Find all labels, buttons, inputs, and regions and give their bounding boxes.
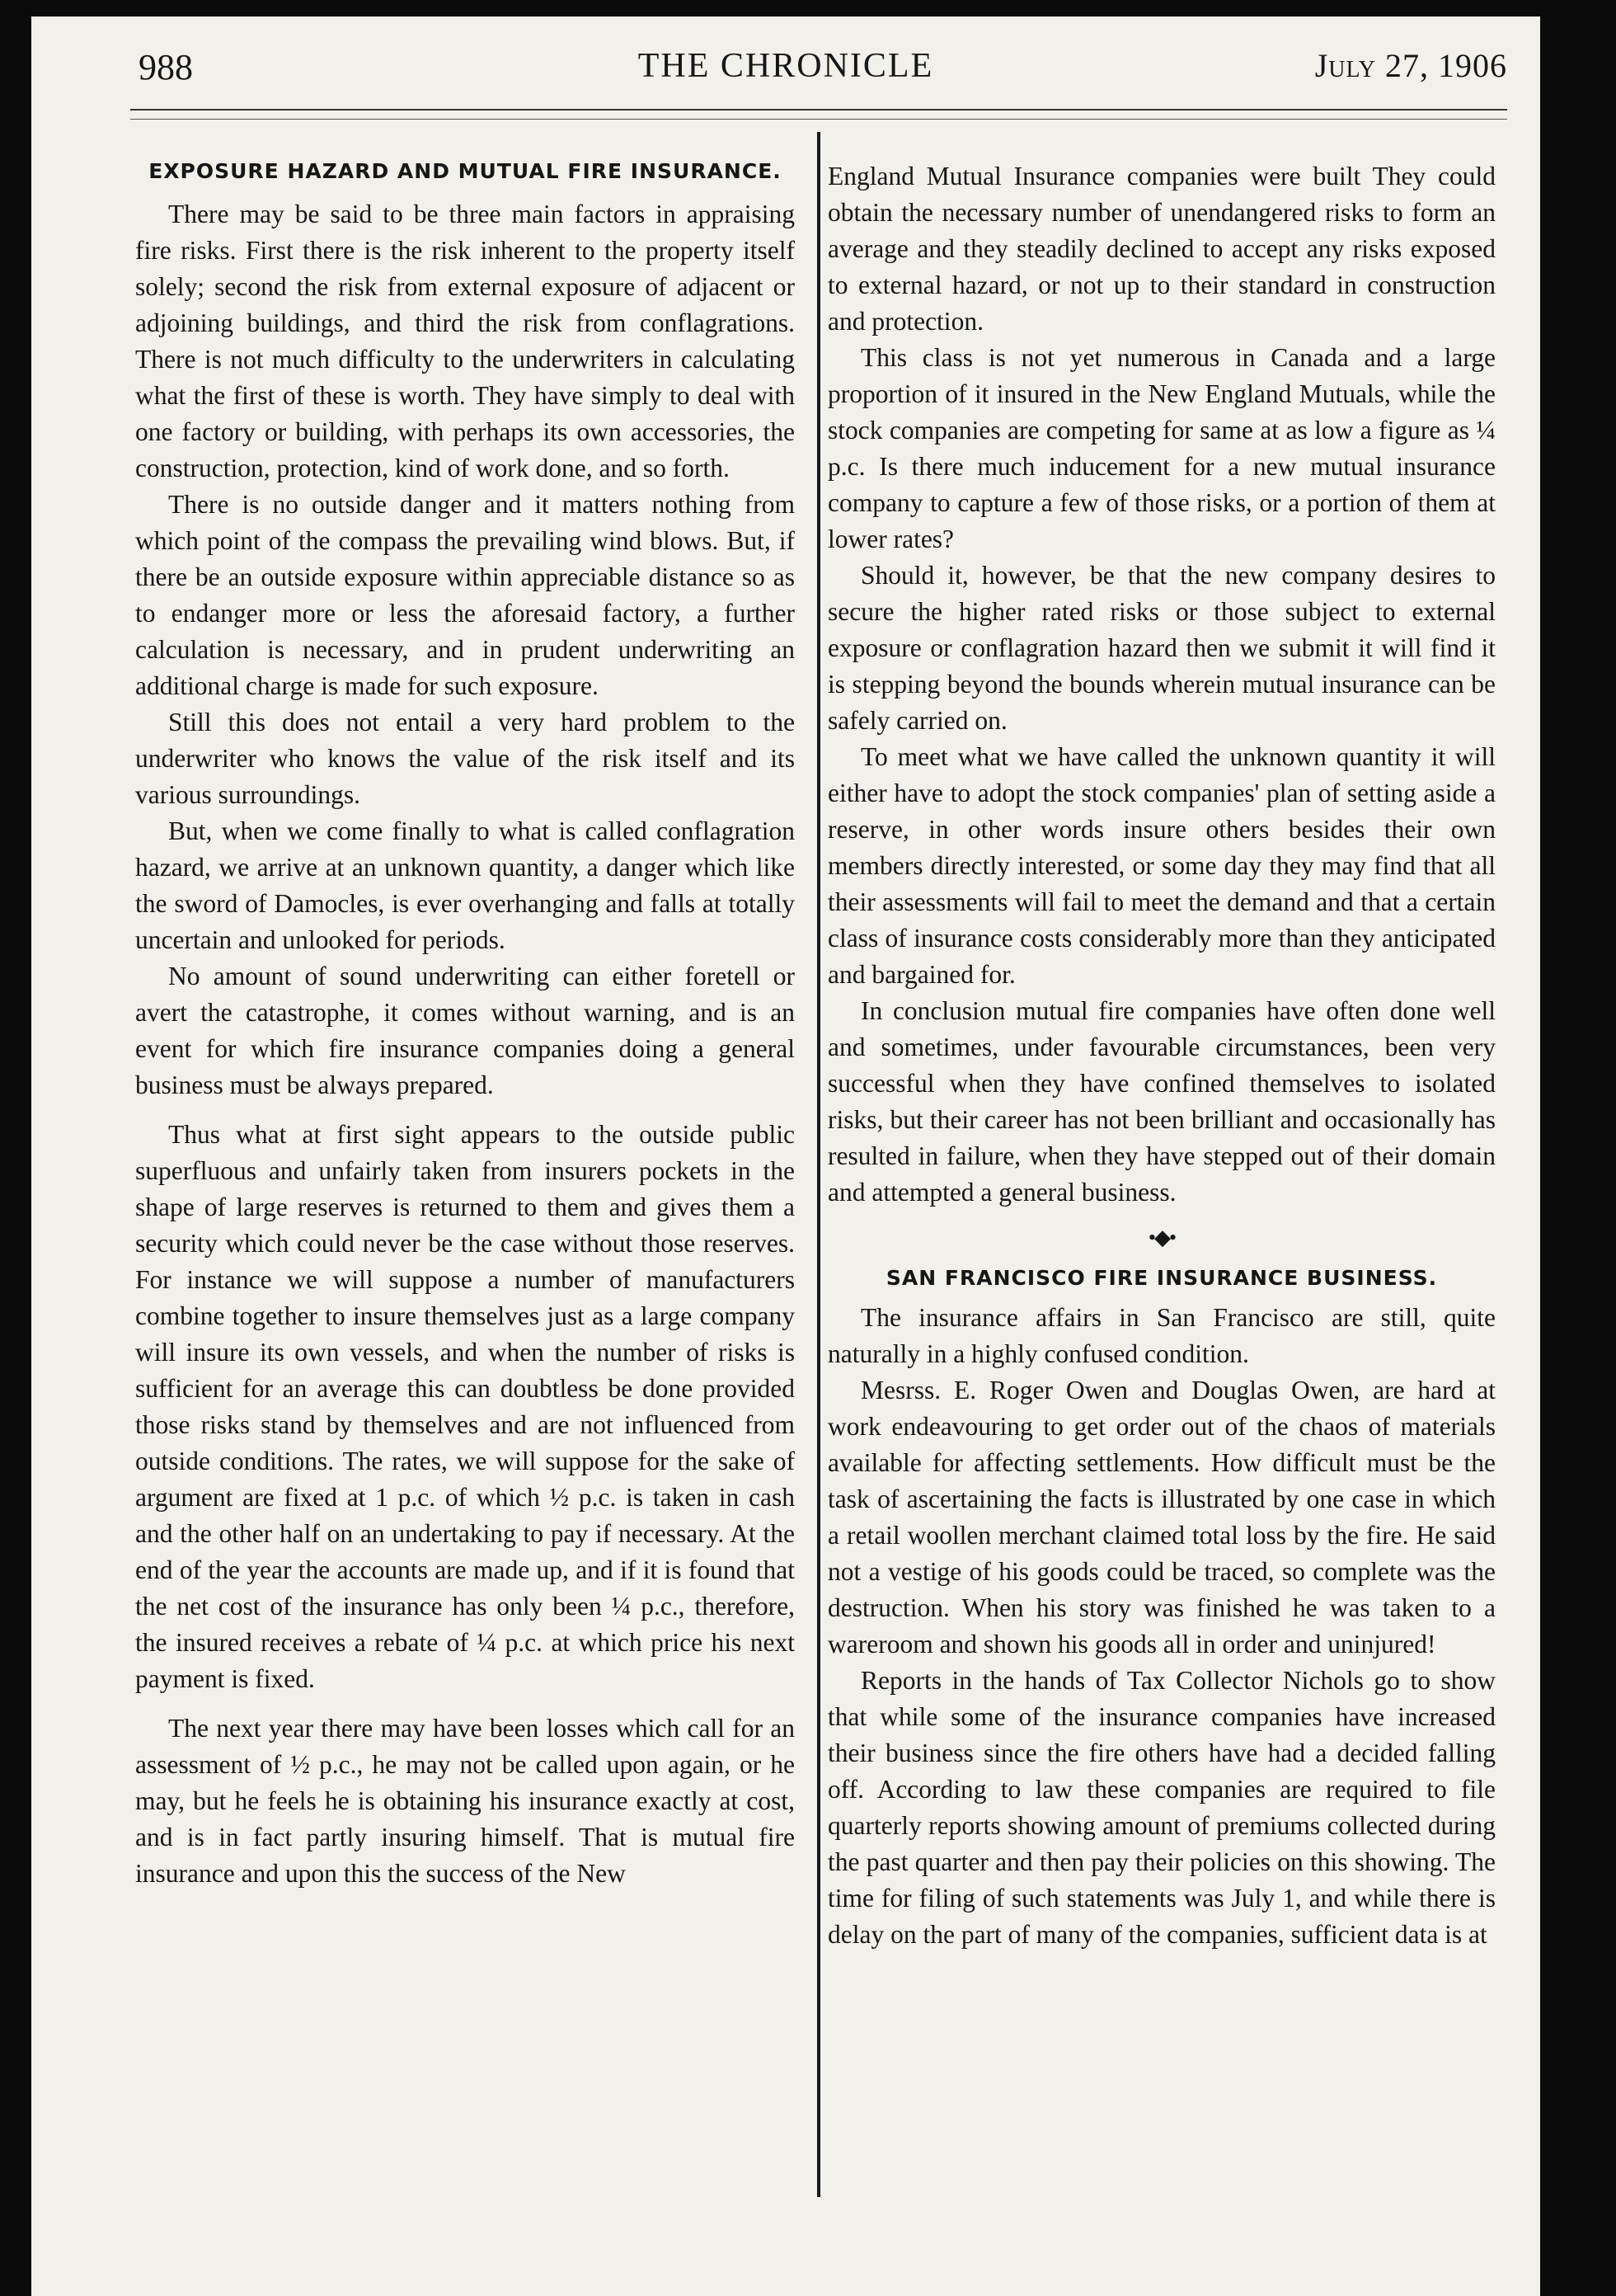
header-rule [130,109,1507,111]
right-column [828,158,1496,1953]
article-paragraph: In conclusion mutual fire companies have often done well and sometimes, under favourable circumstances, been very successful when they have confined themselves to isolated risks, but their career has not been brilliant and occasionally has resulted in failure, when they have stepped out of their domain and attempted a general business. [828,996,1496,1207]
article-paragraph: The insurance affairs in San Francisco are still, quite naturally in a highly confused condition. [828,1303,1496,1368]
article-paragraph: But, when we come finally to what is called conflagration hazard, we arrive at an unknown quantity, a danger which like the sword of Damocles, is ever overhanging and falls at totally uncertain and unlooked for periods. [135,816,795,954]
article-paragraph: Still this does not entail a very hard problem to the underwriter who knows the value of the risk itself and its various surroundings. [135,708,795,809]
article-paragraph: Should it, however, be that the new company desires to secure the higher rated risks or those subject to external exposure or conflagration hazard then we submit it will find it is stepping beyond the bounds wherein mutual insurance can be safely carried on. [828,561,1496,735]
page-header [31,46,1540,96]
article-paragraph: To meet what we have called the unknown quantity it will either have to adopt the stock companies' plan of setting aside a reserve, in other words insure others besides their own members directly interested, or some day they may find that all their assessments will fail to meet the demand and that a certain class of insurance costs considerably more than they anticipated and bargained for. [828,742,1496,989]
article-paragraph: Reports in the hands of Tax Collector Nichols go to show that while some of the insurance companies have increased their business since the fire others have had a decided falling off. According to law these companies are required to file quarterly reports showing amount of premiums collected during the past quarter and then pay their policies on this showing. The time for filing of such statements was July 1, and while there is delay on the part of many of the companies, sufficient data is at [828,1666,1496,1949]
article-paragraph: There is no outside danger and it matters nothing from which point of the compass the prevailing wind blows. But, if there be an outside exposure within appreciable distance so as to endanger more or less the aforesaid factory, a further calculation is necessary, and in prudent underwriting an additional charge is made for such exposure. [135,490,795,700]
article-paragraph: There may be said to be three main factors in appraising fire risks. First there is the risk inherent to the property itself solely; second the risk from external exposure of adjacent or adjoining buildings, and third the risk from conflagrations. There is not much difficulty to the underwriters in calculating what the first of these is worth. They have simply to deal with one factory or building, with perhaps its own accessories, the construction, protection, kind of work done, and so forth. [135,200,795,482]
article-paragraph: England Mutual Insurance companies were built They could obtain the necessary number of unendangered risks to form an average and they steadily declined to accept any risks exposed to external hazard, or not up to their standard in construction and protection. [828,162,1496,336]
publication-title: THE CHRONICLE [637,47,934,85]
left-column [135,155,795,1892]
newspaper-page [31,16,1540,2296]
article-paragraph: This class is not yet numerous in Canada and a large proportion of it insured in the New England Mutuals, while the stock companies are competing for same at as low a figure as ¼ p.c. Is there much inducement for a new mutual insurance company to capture a few of those risks, or a portion of them at lower rates? [828,343,1496,553]
article-paragraph: Thus what at first sight appears to the outside public superfluous and unfairly taken from insurers pockets in the shape of large reserves is returned to them and gives them a security which could never be the case without those reserves. For instance we will suppose a number of manufacturers combine together to insure themselves just as a large company will insure its own vessels, and when the number of risks is sufficient for an average this can doubtless be done provided those risks stand by themselves and are not influenced from outside conditions. The rates, we will suppose for the sake of argument are fixed at 1 p.c. of which ½ p.c. is taken in cash and the other half on an undertaking to pay if necessary. At the end of the year the accounts are made up, and if it is found that the net cost of the insurance has only been ¼ p.c., therefore, the insured receives a rebate of ¼ p.c. at which price his next payment is fixed. [135,1120,795,1693]
section-ornament: •◆• [1148,1226,1176,1249]
page-number: 988 [139,47,193,87]
column-divider [817,132,820,2197]
article-paragraph: The next year there may have been losses which call for an assessment of ½ p.c., he may not be called upon again, or he may, but he feels he is obtaining his insurance exactly at cost, and is in fact partly insuring himself. That is mutual fire insurance and upon this the success of the New [135,1714,795,1888]
article-paragraph: No amount of sound underwriting can either foretell or avert the catastrophe, it comes without warning, and is an event for which fire insurance companies doing a general business must be always prepared. [135,962,795,1099]
article-heading: EXPOSURE HAZARD AND MUTUAL FIRE INSURANCE. [148,159,782,183]
header-rule-thin [130,119,1507,120]
article-paragraph: Mesrss. E. Roger Owen and Douglas Owen, are hard at work endeavouring to get order out of the chaos of materials available for affecting settlements. How difficult must be the task of ascertaining the facts is illustrated by one case in which a retail woollen merchant claimed total loss by the fire. He said not a vestige of his goods could be traced, so complete was the destruction. When his story was finished he was taken to a wareroom and shown his goods all in order and uninjured! [828,1376,1496,1658]
issue-date: July 27, 1906 [1314,47,1507,84]
article-heading: SAN FRANCISCO FIRE INSURANCE BUSINESS. [886,1266,1438,1290]
